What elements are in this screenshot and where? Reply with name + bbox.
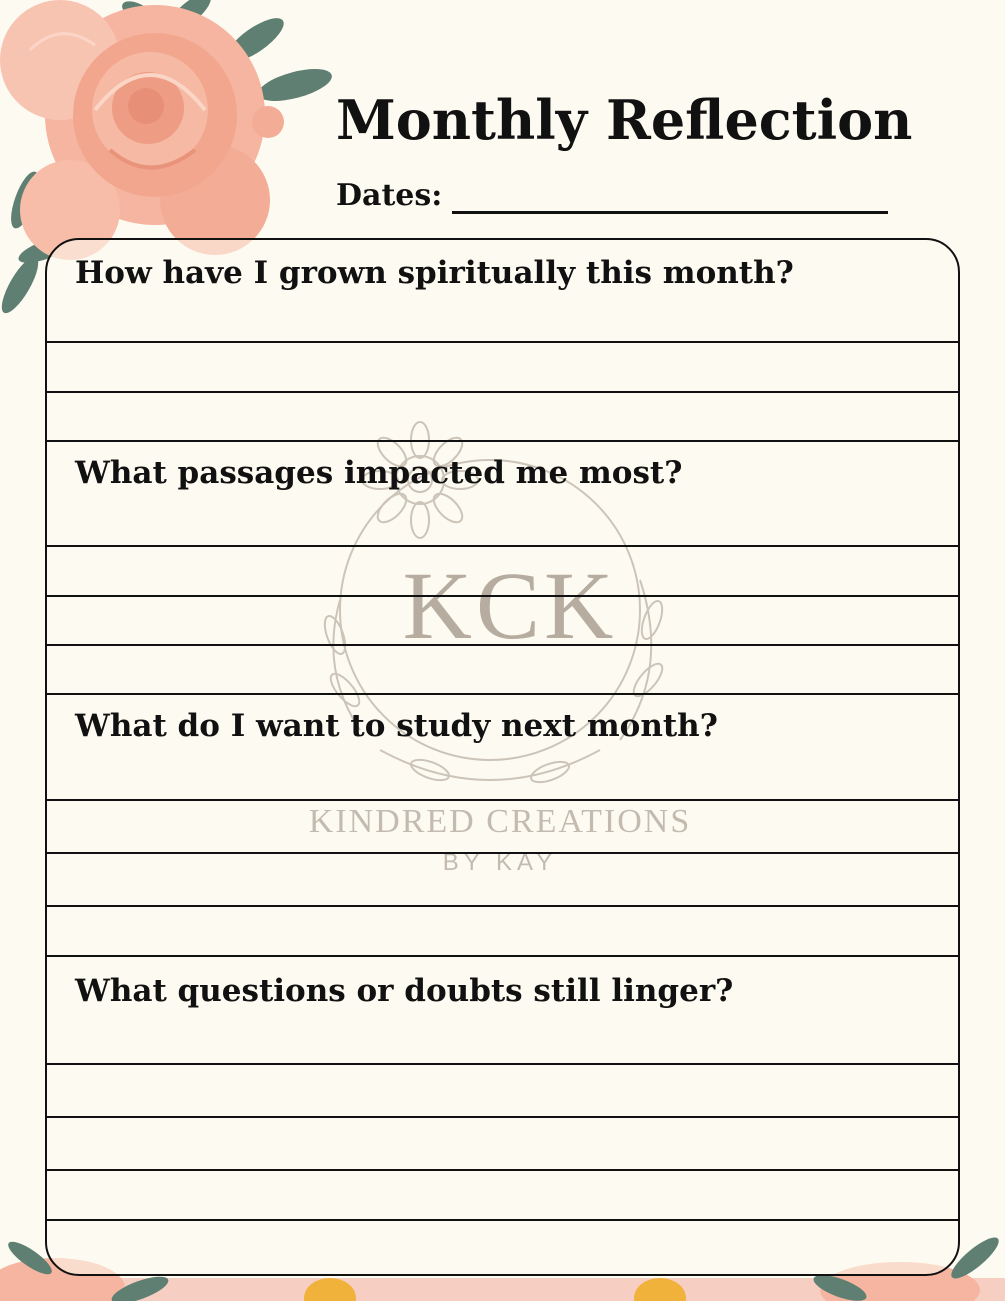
writing-line[interactable] bbox=[45, 693, 959, 695]
writing-line[interactable] bbox=[45, 644, 959, 646]
writing-line[interactable] bbox=[45, 1063, 959, 1065]
writing-line[interactable] bbox=[45, 799, 959, 801]
writing-line[interactable] bbox=[45, 391, 959, 393]
writing-line[interactable] bbox=[45, 852, 959, 854]
question-4: What questions or doubts still linger? bbox=[75, 973, 734, 1009]
page-title: Monthly Reflection bbox=[336, 88, 913, 152]
writing-line[interactable] bbox=[45, 955, 959, 957]
writing-line[interactable] bbox=[45, 440, 959, 442]
writing-line[interactable] bbox=[45, 1116, 959, 1118]
dates-label: Dates: bbox=[336, 178, 443, 213]
writing-line[interactable] bbox=[45, 905, 959, 907]
dates-field[interactable] bbox=[452, 211, 888, 214]
writing-line[interactable] bbox=[45, 595, 959, 597]
writing-line[interactable] bbox=[45, 341, 959, 343]
question-1: How have I grown spiritually this month? bbox=[75, 255, 794, 291]
watermark-monogram: KCK bbox=[402, 552, 618, 659]
writing-line[interactable] bbox=[45, 545, 959, 547]
watermark-line1: KINDRED CREATIONS bbox=[308, 803, 692, 840]
writing-line[interactable] bbox=[45, 1219, 959, 1221]
question-3: What do I want to study next month? bbox=[75, 708, 718, 744]
writing-line[interactable] bbox=[45, 1169, 959, 1171]
question-2: What passages impacted me most? bbox=[75, 455, 683, 491]
watermark-line2: BY KAY bbox=[442, 849, 558, 876]
